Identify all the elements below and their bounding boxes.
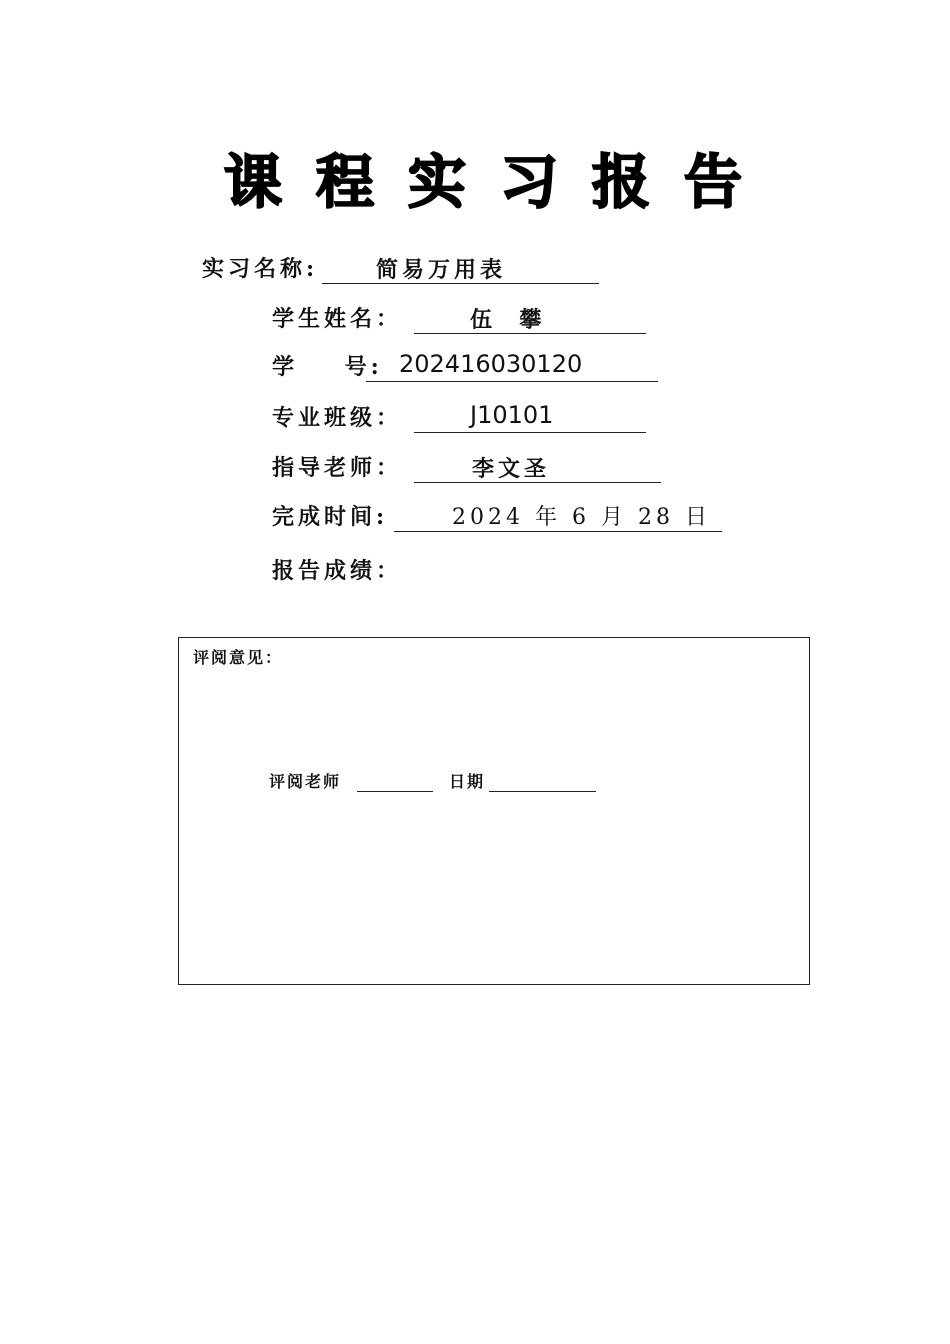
reviewer-label: 评阅老师 — [269, 772, 342, 791]
internship-name-label: 实习名称: — [202, 256, 319, 282]
student-id-value[interactable]: 202416030120 — [399, 350, 583, 378]
advisor-value[interactable]: 李文圣 — [472, 456, 551, 482]
student-name-label: 学生姓名： — [272, 306, 403, 332]
review-box — [178, 637, 810, 985]
class-field — [272, 402, 652, 434]
completion-time-label: 完成时间: — [272, 504, 389, 530]
page-title: 课程实习报告 — [223, 148, 776, 216]
completion-time-value[interactable]: 2024 年 6 月 28 日 — [452, 505, 711, 530]
internship-name-field — [202, 253, 602, 285]
reviewer-line[interactable] — [357, 771, 433, 792]
internship-name-value[interactable]: 简易万用表 — [376, 257, 507, 283]
review-date-line[interactable] — [489, 771, 596, 792]
class-label: 专业班级： — [272, 405, 403, 431]
review-title: 评阅意见： — [193, 648, 284, 667]
student-id-field — [272, 351, 662, 383]
grade-field — [272, 555, 652, 587]
advisor-field — [272, 452, 667, 484]
completion-time-field — [272, 501, 727, 533]
class-value[interactable]: J10101 — [470, 401, 554, 429]
review-date-label: 日期 — [449, 772, 486, 791]
grade-label: 报告成绩： — [272, 558, 403, 584]
student-id-label: 学 号: — [272, 354, 383, 380]
student-name-value[interactable]: 伍 攀 — [470, 307, 546, 333]
advisor-label: 指导老师： — [272, 455, 403, 481]
student-name-field — [272, 303, 652, 335]
